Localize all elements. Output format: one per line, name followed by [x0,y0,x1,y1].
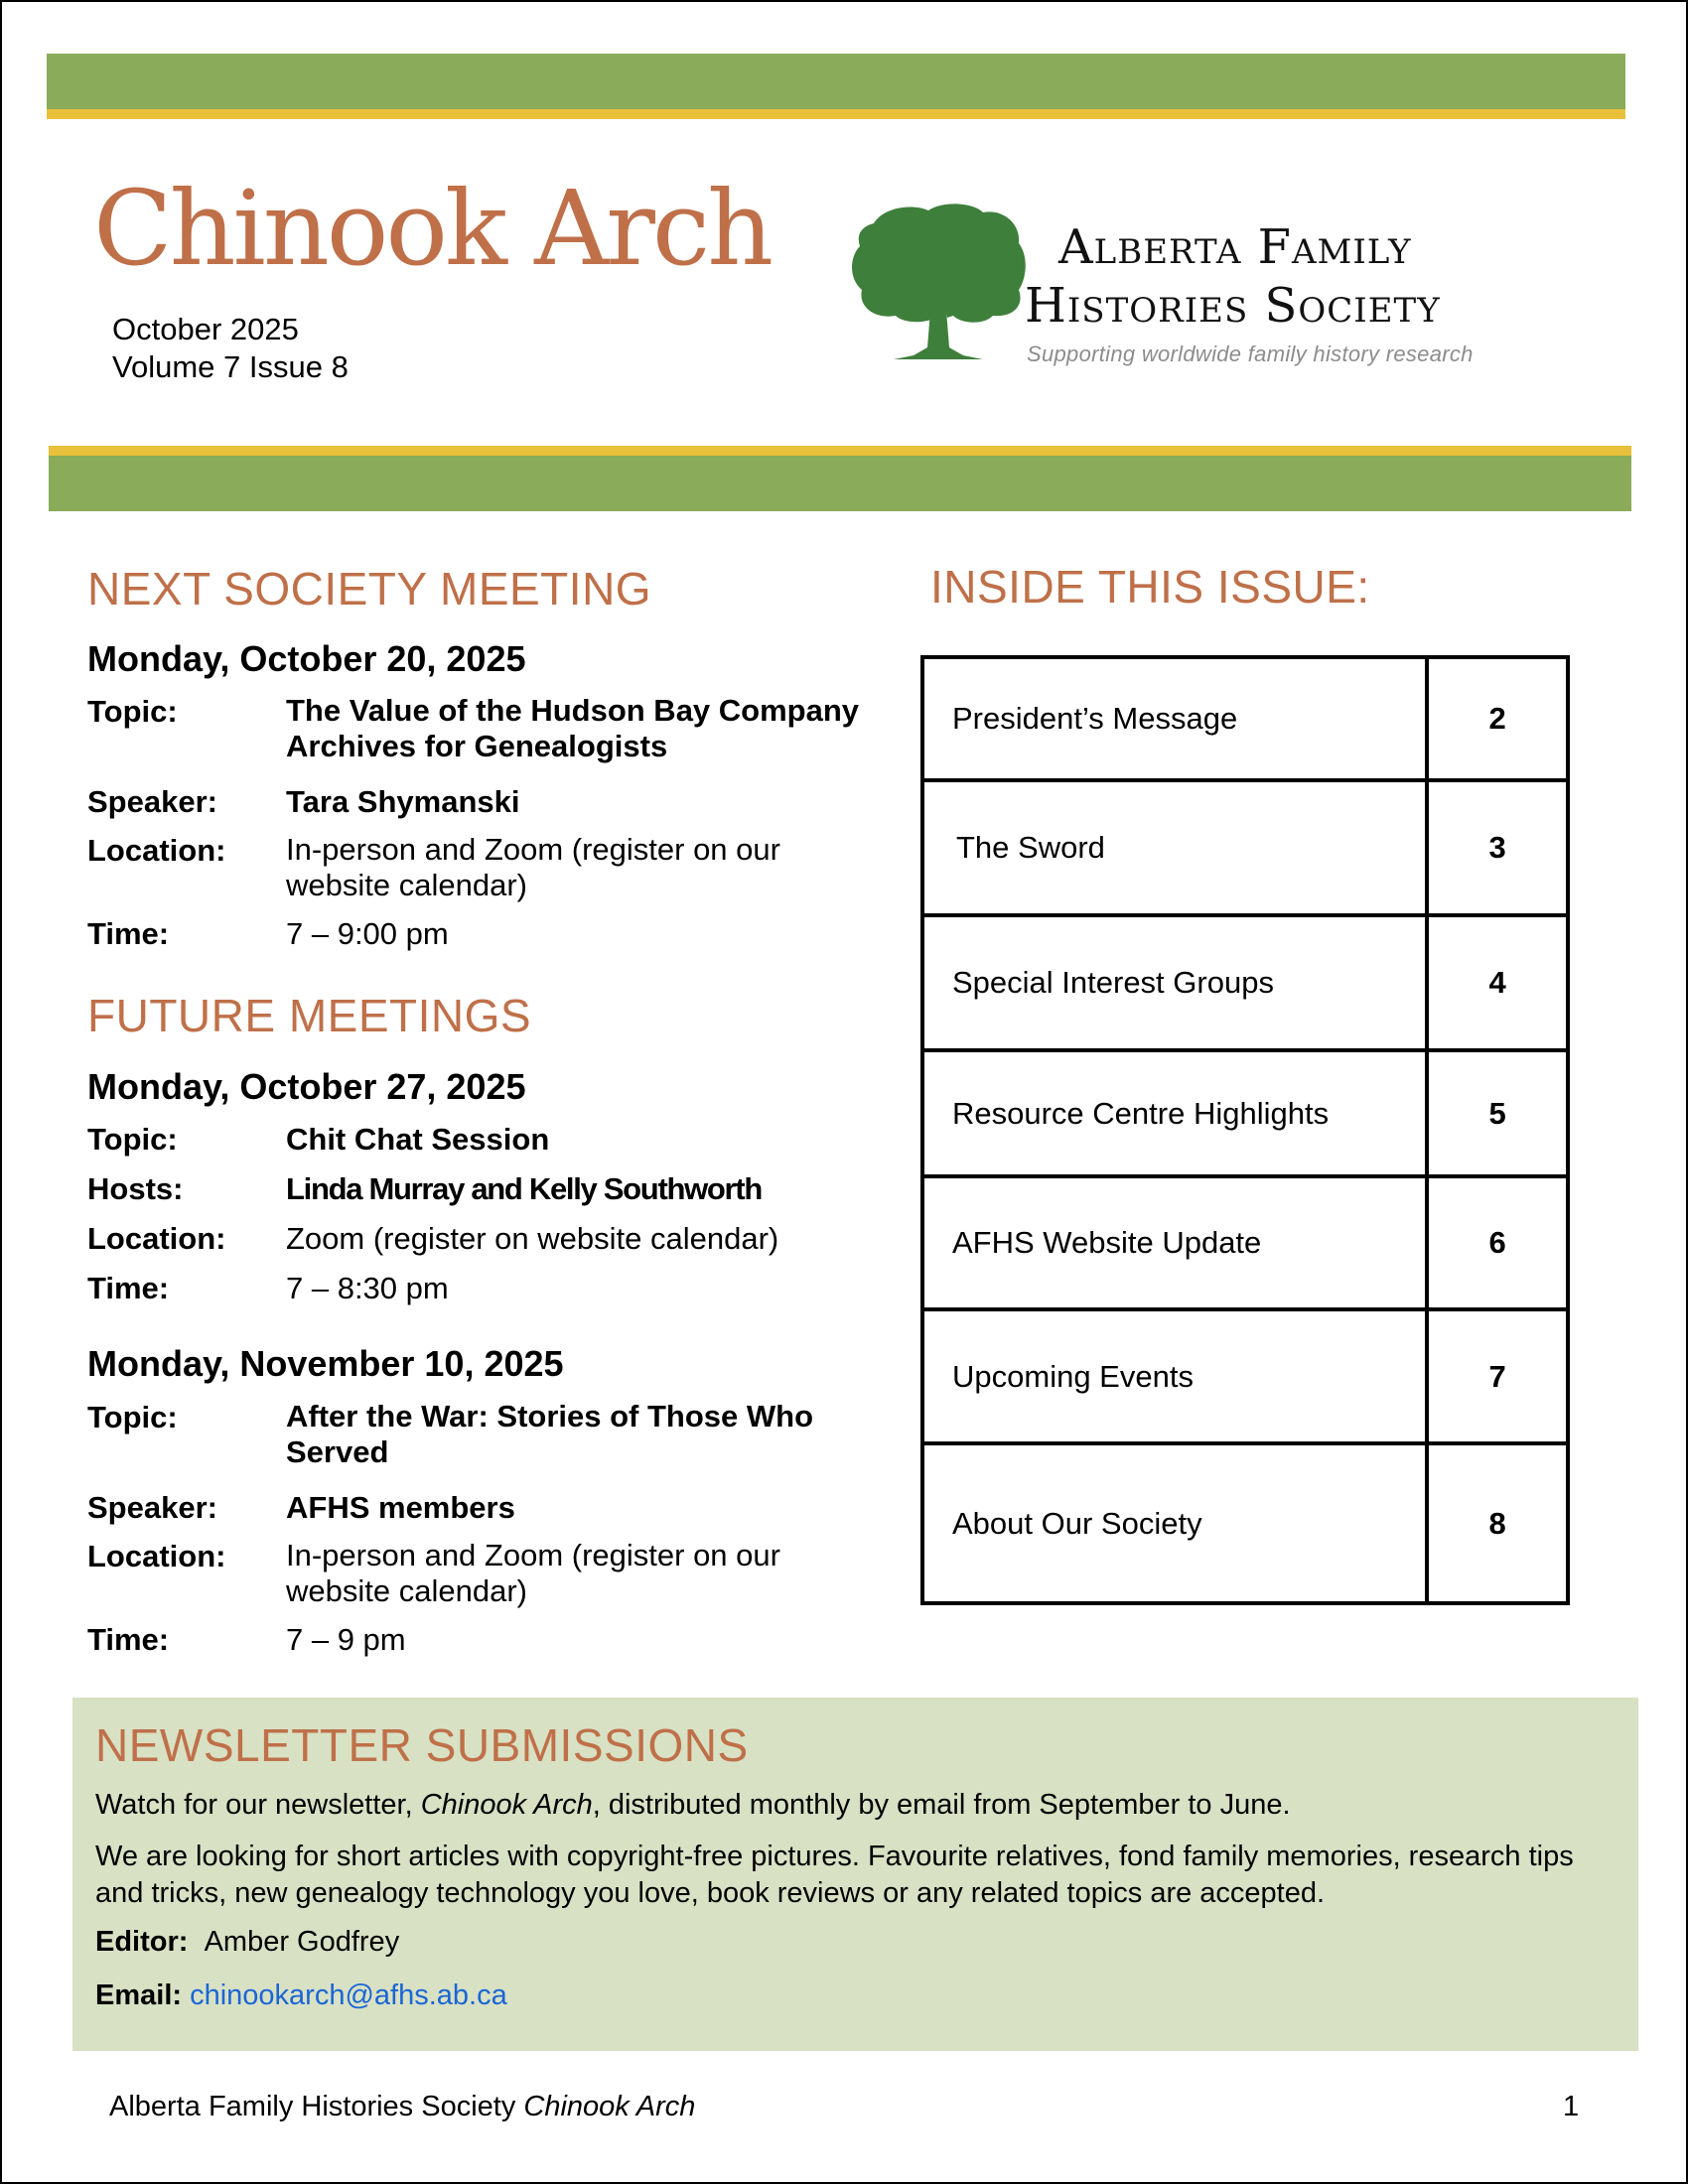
mid-green-bar [49,456,1631,511]
toc-row[interactable] [922,657,1568,780]
toc-row[interactable] [922,1050,1568,1176]
time-value: 7 – 9:00 pm [286,916,449,951]
toc-item-title[interactable]: Special Interest Groups [922,915,1427,1050]
toc-item-page: 6 [1427,1176,1568,1309]
field-label: Speaker: [87,784,217,819]
footer-org: Alberta Family Histories Society [109,2091,524,2122]
toc-item-page: 7 [1427,1309,1568,1443]
footer-text [109,2091,695,2123]
toc-item-title[interactable]: About Our Society [922,1443,1427,1603]
field-label: Location: [87,833,226,868]
field-label: Topic: [87,1400,178,1434]
location-value: In-person and Zoom (register on our website calendar) [286,1538,780,1608]
speaker-value: AFHS members [286,1490,515,1525]
toc-row[interactable] [922,915,1568,1050]
location-value: Zoom (register on website calendar) [286,1221,779,1256]
next-meeting-date: Monday, October 20, 2025 [87,638,526,679]
logo-text-line1: Alberta Family [1058,219,1412,275]
field-label: Location: [87,1539,226,1573]
toc-item-page: 2 [1427,657,1568,780]
submissions-intro [95,1787,1624,1824]
time-value: 7 – 9 pm [286,1622,406,1657]
editor-label: Editor: [95,1926,189,1958]
email-link[interactable]: chinookarch@afhs.ab.ca [190,1979,507,2011]
future-meeting-date: Monday, November 10, 2025 [87,1343,564,1384]
page-number: 1 [1563,2091,1580,2122]
toc-item-page: 4 [1427,915,1568,1050]
intro-text: Watch for our newsletter, [95,1789,421,1821]
topic-value: The Value of the Hudson Bay Company Archives for Genealogists [286,693,860,763]
editor-name: Amber Godfrey [204,1926,400,1958]
time-value: 7 – 8:30 pm [286,1271,449,1305]
toc-row[interactable] [922,1443,1568,1603]
submissions-description: We are looking for short articles with copyright-free pictures. Favourite relatives, fond family memories, research tips and tricks, new genealogy technology you love, book reviews or any related topics are accepted. [95,1841,1574,1909]
mid-yellow-bar [49,446,1631,456]
toc-row[interactable] [922,1309,1568,1443]
hosts-value: Linda Murray and Kelly Southworth [286,1171,762,1206]
tree-icon [844,199,1033,367]
top-yellow-bar [47,109,1625,119]
future-meetings-heading: FUTURE MEETINGS [87,990,532,1041]
field-label: Topic: [87,694,178,729]
newsletter-title: Chinook Arch [93,168,772,289]
top-green-bar [47,54,1625,110]
submissions-heading: NEWSLETTER SUBMISSIONS [95,1719,749,1771]
toc-item-title[interactable]: Upcoming Events [922,1309,1427,1443]
future-meeting-date: Monday, October 27, 2025 [87,1066,526,1107]
toc-item-page: 8 [1427,1443,1568,1603]
footer-publication: Chinook Arch [523,2091,696,2122]
field-label: Time: [87,1271,170,1305]
speaker-value: Tara Shymanski [286,784,520,819]
next-meeting-heading: NEXT SOCIETY MEETING [87,563,652,614]
email-label: Email: [95,1979,183,2011]
toc-row[interactable] [922,780,1568,915]
toc-item-title[interactable]: AFHS Website Update [922,1176,1427,1309]
logo-text-line2: Histories Society [1025,278,1441,334]
field-label: Hosts: [87,1171,184,1206]
field-label: Speaker: [87,1490,217,1525]
toc-item-title[interactable]: The Sword [922,780,1427,915]
field-label: Time: [87,1622,170,1657]
toc-item-page: 3 [1427,780,1568,915]
toc-item-title[interactable]: Resource Centre Highlights [922,1050,1427,1176]
toc-row[interactable] [922,1176,1568,1309]
location-value: In-person and Zoom (register on our website calendar) [286,832,780,902]
toc-item-title[interactable]: President’s Message [922,657,1427,780]
table-of-contents [920,655,1570,1605]
inside-issue-heading: INSIDE THIS ISSUE: [930,561,1370,613]
volume-issue: Volume 7 Issue 8 [112,349,349,384]
field-label: Topic: [87,1122,178,1157]
topic-value: After the War: Stories of Those Who Served [286,1399,814,1469]
field-label: Location: [87,1221,226,1256]
toc-item-page: 5 [1427,1050,1568,1176]
submissions-box [72,1698,1638,2051]
field-label: Time: [87,916,170,951]
publication-name: Chinook Arch [420,1789,593,1821]
email-line [95,1978,1624,2014]
topic-value: Chit Chat Session [286,1122,550,1157]
intro-text: , distributed monthly by email from September to June. [592,1789,1291,1821]
logo-tagline: Supporting worldwide family history research [1027,341,1474,366]
issue-date: October 2025 [112,312,299,346]
editor-line [95,1924,1624,1961]
